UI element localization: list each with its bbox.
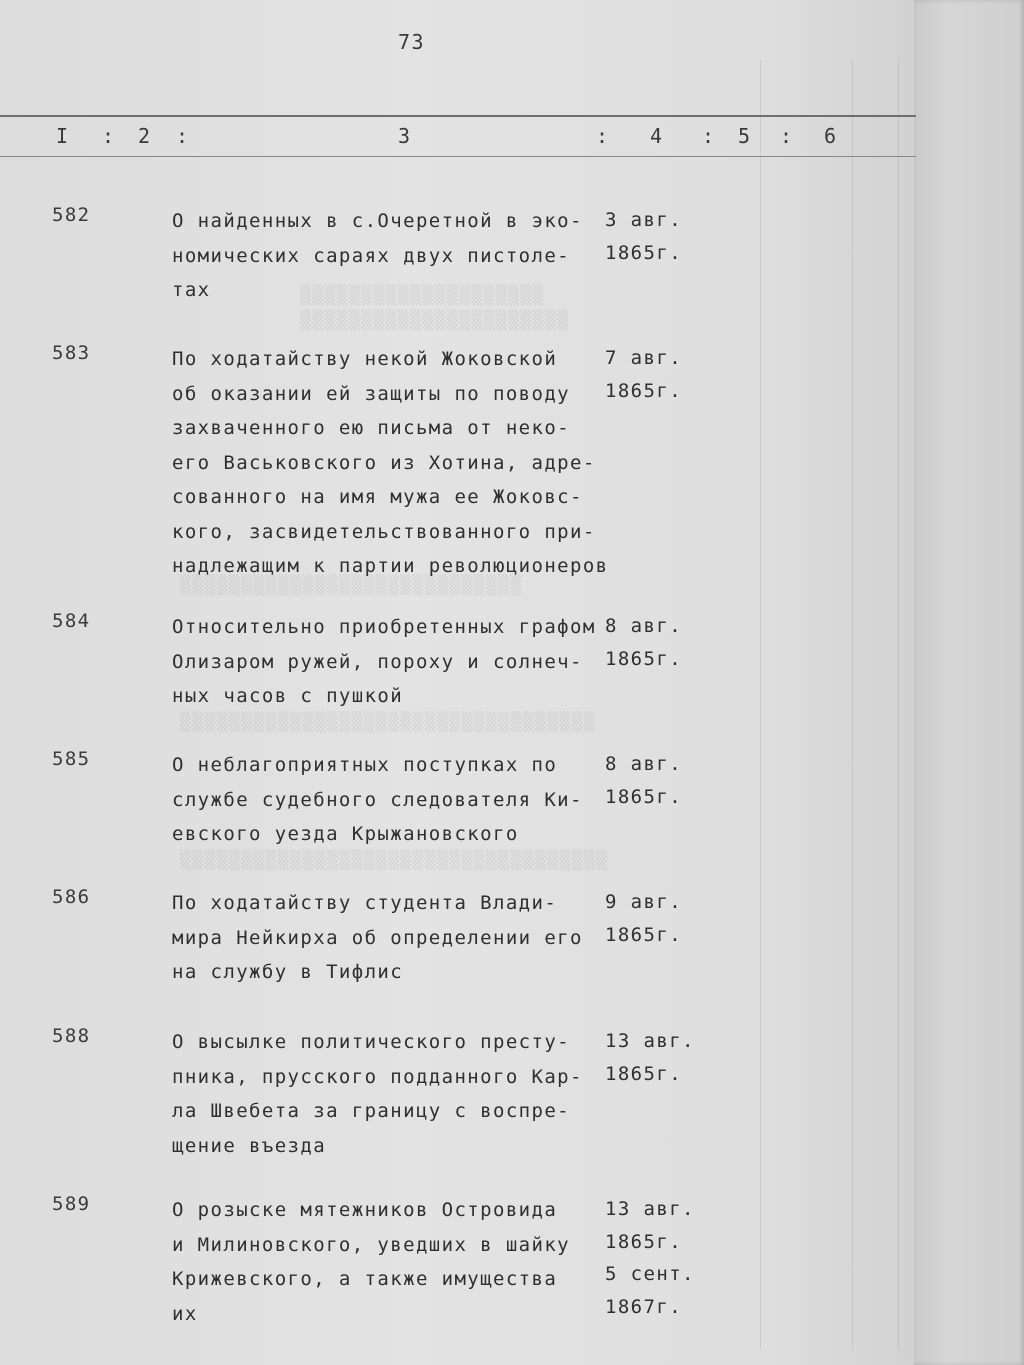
description-line: Относительно приобретенных графом: [172, 616, 596, 638]
description-line: евского уезда Крыжановского: [172, 823, 519, 845]
entry-description: [172, 610, 596, 714]
entry-number: 589: [52, 1193, 91, 1215]
entry-description: [172, 886, 583, 990]
description-line: надлежащим к партии революционеров: [172, 555, 609, 577]
column-separator: :: [596, 124, 609, 148]
entry-date: [605, 748, 682, 813]
entry-date: [605, 1025, 695, 1090]
date-line: 1865г.: [605, 785, 683, 808]
page-edge: [914, 0, 1024, 1365]
bleed-through: ▒▒▒▒▒▒▒▒▒▒▒▒▒▒▒▒▒▒▒▒▒▒▒▒▒▒▒▒: [180, 575, 523, 596]
date-line: 3 авг.: [605, 209, 683, 231]
entry-number: 584: [52, 610, 91, 632]
date-line: 1865г.: [605, 647, 683, 670]
entry-description: [172, 204, 583, 308]
date-line: 1867г.: [605, 1295, 683, 1318]
date-line: 13 авг.: [605, 1030, 695, 1052]
description-line: тах: [172, 279, 211, 301]
column-guide: [898, 60, 899, 1350]
date-line: 8 авг.: [605, 753, 683, 775]
date-line: 1865г.: [605, 241, 683, 264]
description-line: О неблагоприятных поступках по: [172, 754, 558, 776]
description-line: Олизаром ружей, пороху и солнеч-: [172, 650, 583, 673]
description-line: его Васьковского из Хотина, адре-: [172, 451, 596, 474]
entry-description: [172, 748, 583, 852]
description-line: и Милиновского, уведших в шайку: [172, 1233, 571, 1256]
column-separator: :: [176, 124, 189, 148]
entry-date: [605, 610, 682, 675]
column-guide: [852, 60, 853, 1350]
page-number: 73: [398, 30, 425, 54]
date-line: 8 авг.: [605, 615, 683, 637]
column-separator: :: [702, 124, 715, 148]
description-line: Крижевского, а также имущества: [172, 1268, 558, 1290]
date-line: 1865г.: [605, 379, 683, 402]
date-line: 7 авг.: [605, 347, 683, 369]
entry-description: [172, 1193, 570, 1331]
date-line: 1865г.: [605, 1062, 683, 1085]
description-line: О высылке политического престу-: [172, 1031, 571, 1053]
description-line: номических сараях двух пистоле-: [172, 244, 571, 267]
entry-date: [605, 204, 682, 269]
column-header-5: 5: [738, 124, 751, 148]
header-rule-bottom: [0, 156, 916, 157]
bleed-through: ▒▒▒▒▒▒▒▒▒▒▒▒▒▒▒▒▒▒▒▒▒▒▒▒▒▒▒▒▒▒▒▒▒▒: [180, 712, 597, 733]
date-line: 1865г.: [605, 923, 683, 946]
description-line: пника, прусского подданного Кар-: [172, 1065, 583, 1088]
date-line: 5 сент.: [605, 1263, 695, 1285]
date-line: 1865г.: [605, 1230, 683, 1253]
column-separator: :: [780, 124, 793, 148]
description-line: сованного на имя мужа ее Жоковс-: [172, 486, 583, 508]
description-line: ных часов с пушкой: [172, 685, 404, 707]
column-header-4: 4: [650, 124, 663, 148]
entry-number: 582: [52, 204, 91, 226]
description-line: кого, засвидетельствованного при-: [172, 520, 596, 543]
description-line: об оказании ей защиты по поводу: [172, 382, 571, 405]
description-line: щение въезда: [172, 1134, 327, 1157]
bleed-through: ▒▒▒▒▒▒▒▒▒▒▒▒▒▒▒▒▒▒▒▒▒▒: [300, 310, 570, 331]
bleed-through: ▒▒▒▒▒▒▒▒▒▒▒▒▒▒▒▒▒▒▒▒: [300, 285, 545, 306]
column-guide: [760, 60, 761, 1350]
column-header-3: 3: [398, 124, 411, 148]
header-rule-top: [0, 115, 916, 117]
description-line: О найденных в с.Очеретной в эко-: [172, 210, 583, 232]
entry-date: [605, 1193, 695, 1323]
description-line: на службу в Тифлис: [172, 961, 404, 983]
entry-number: 586: [52, 886, 91, 908]
column-header-1: I: [56, 124, 69, 148]
entry-description: [172, 342, 609, 584]
entry-description: [172, 1025, 583, 1163]
entry-date: [605, 886, 682, 951]
column-header-2: 2: [138, 124, 151, 148]
description-line: мира Нейкирха об определении его: [172, 926, 583, 949]
description-line: По ходатайству некой Жоковской: [172, 348, 558, 370]
entry-date: [605, 342, 682, 407]
description-line: ла Швебета за границу с воспре-: [172, 1100, 571, 1122]
column-header-6: 6: [824, 124, 837, 148]
entry-number: 583: [52, 342, 91, 364]
description-line: захваченного ею письма от неко-: [172, 417, 571, 439]
entry-number: 588: [52, 1025, 91, 1047]
description-line: По ходатайству студента Влади-: [172, 892, 558, 914]
bleed-through: ▒▒▒▒▒▒▒▒▒▒▒▒▒▒▒▒▒▒▒▒▒▒▒▒▒▒▒▒▒▒▒▒▒▒▒: [180, 850, 609, 871]
date-line: 13 авг.: [605, 1198, 695, 1220]
column-separator: :: [102, 124, 115, 148]
date-line: 9 авг.: [605, 891, 683, 913]
description-line: их: [172, 1302, 198, 1325]
description-line: службе судебного следователя Ки-: [172, 788, 583, 811]
entry-number: 585: [52, 748, 91, 770]
description-line: О розыске мятежников Островида: [172, 1199, 558, 1221]
